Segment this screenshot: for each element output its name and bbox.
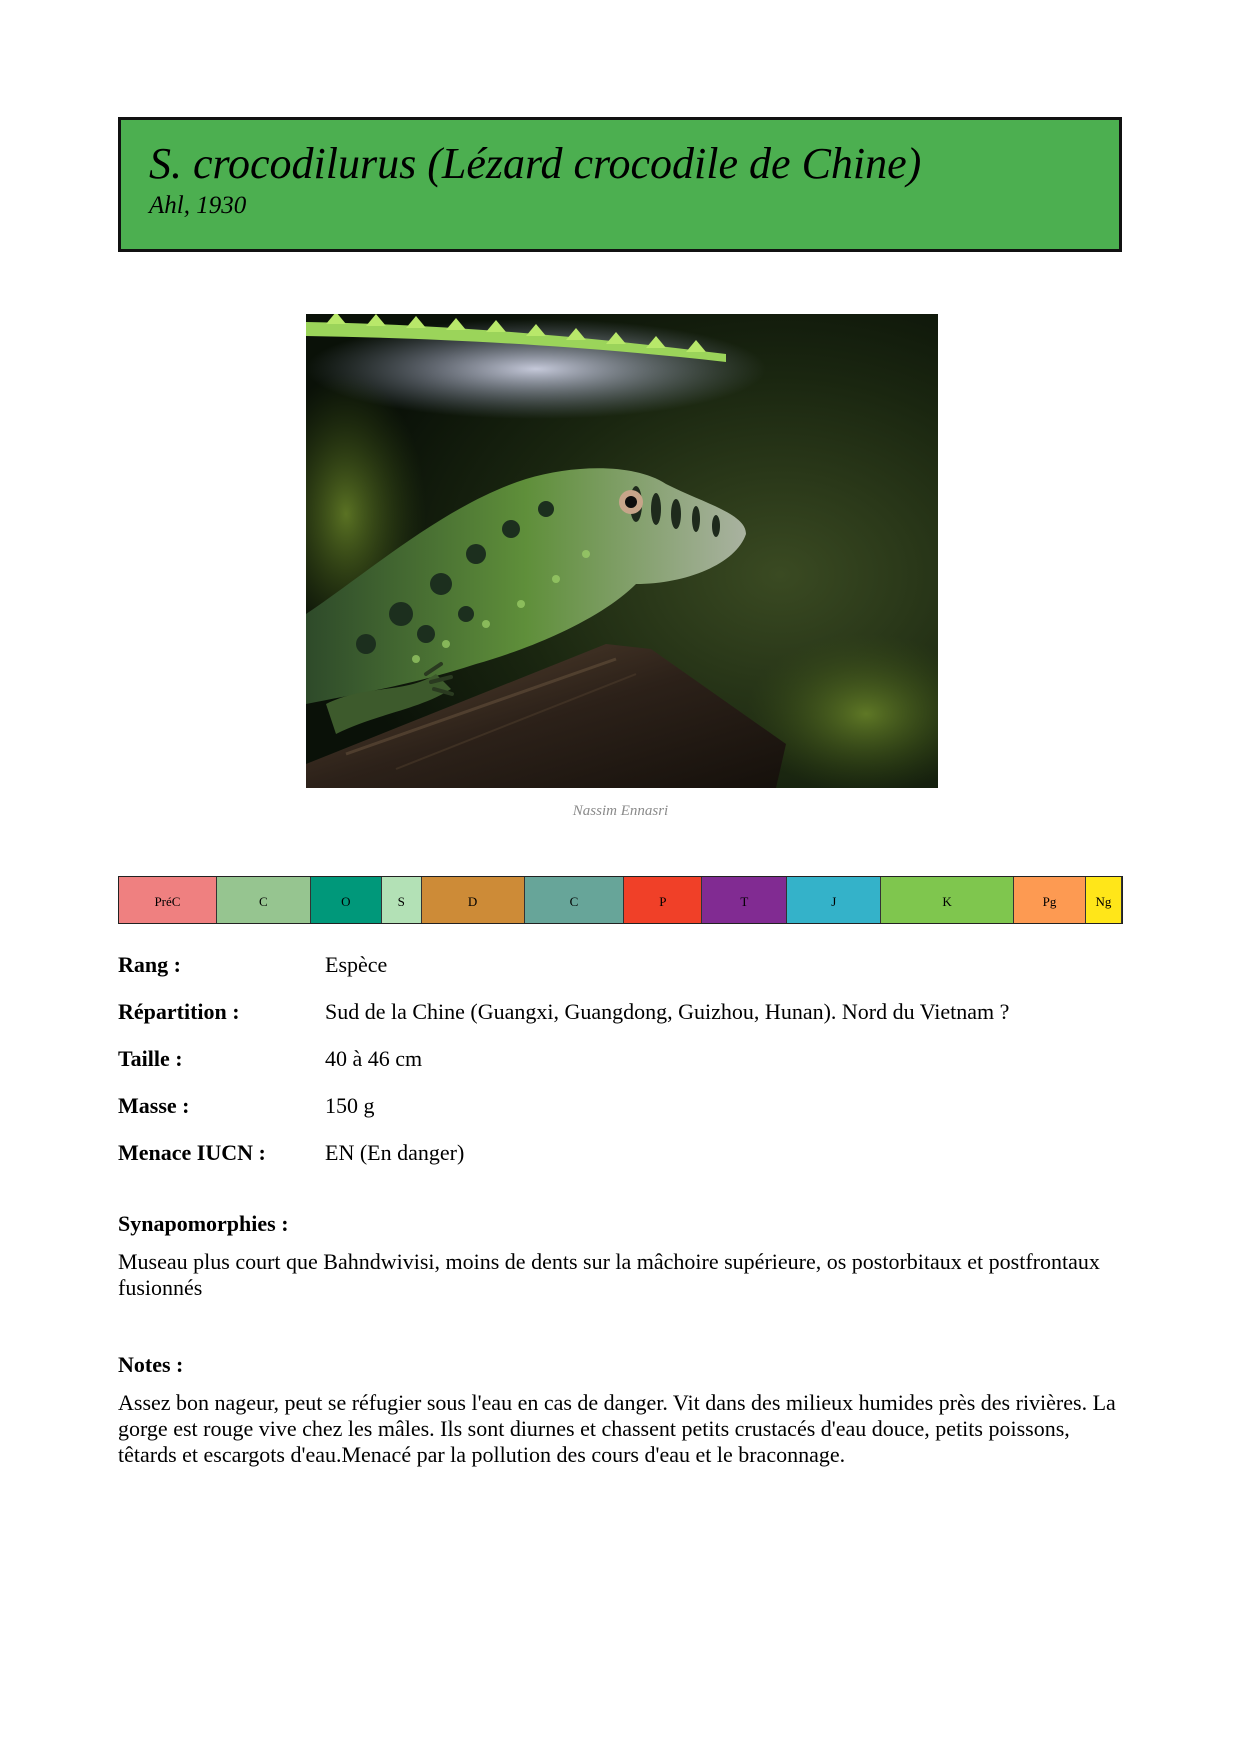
- period-c: C: [525, 877, 625, 923]
- period-c: C: [217, 877, 311, 923]
- period-o: O: [311, 877, 382, 923]
- field-label-taille: Taille :: [118, 1046, 183, 1071]
- geologic-timescale: [118, 876, 1123, 924]
- period-k: K: [881, 877, 1014, 923]
- lizard-photo: [306, 314, 938, 788]
- period-ng: Ng: [1086, 877, 1122, 923]
- field-value-rang: Espèce: [325, 952, 388, 977]
- period-t: T: [702, 877, 787, 923]
- field-label-menace: Menace IUCN :: [118, 1140, 266, 1165]
- period-j: J: [787, 877, 881, 923]
- title-banner: [118, 117, 1122, 252]
- photo-credit: Nassim Ennasri: [572, 803, 669, 819]
- synapomorphies-text: Museau plus court que Bahndwivisi, moins de dents sur la mâchoire supérieure, os postorbitaux et postfrontaux fusionnés: [118, 1249, 1100, 1300]
- field-label-repartition: Répartition :: [118, 999, 240, 1024]
- field-value-taille: 40 à 46 cm: [325, 1046, 423, 1071]
- field-label-rang: Rang :: [118, 952, 181, 977]
- period-s: S: [382, 877, 422, 923]
- field-value-repartition: Sud de la Chine (Guangxi, Guangdong, Guizhou, Hunan). Nord du Vietnam ?: [325, 999, 1010, 1024]
- species-author: Ahl, 1930: [149, 192, 247, 219]
- period-d: D: [422, 877, 525, 923]
- period-pg: Pg: [1014, 877, 1086, 923]
- field-label-masse: Masse :: [118, 1093, 190, 1118]
- field-value-masse: 150 g: [325, 1093, 375, 1118]
- period-préc: PréC: [119, 877, 217, 923]
- notes-text: Assez bon nageur, peut se réfugier sous l'eau en cas de danger. Vit dans des milieux humides près des rivières. La gorge est rouge vive chez les mâles. Ils sont diurnes et chassent petits crustacés d'eau douce, petits poissons, têtards et escargots d'eau.Menacé par la pollution des cours d'eau et le braconnage.: [118, 1390, 1116, 1467]
- notes-heading: Notes :: [118, 1352, 184, 1377]
- species-title: S. crocodilurus (Lézard crocodile de Chine): [149, 139, 922, 188]
- field-value-menace: EN (En danger): [325, 1140, 465, 1165]
- synapomorphies-heading: Synapomorphies :: [118, 1211, 289, 1236]
- period-p: P: [624, 877, 702, 923]
